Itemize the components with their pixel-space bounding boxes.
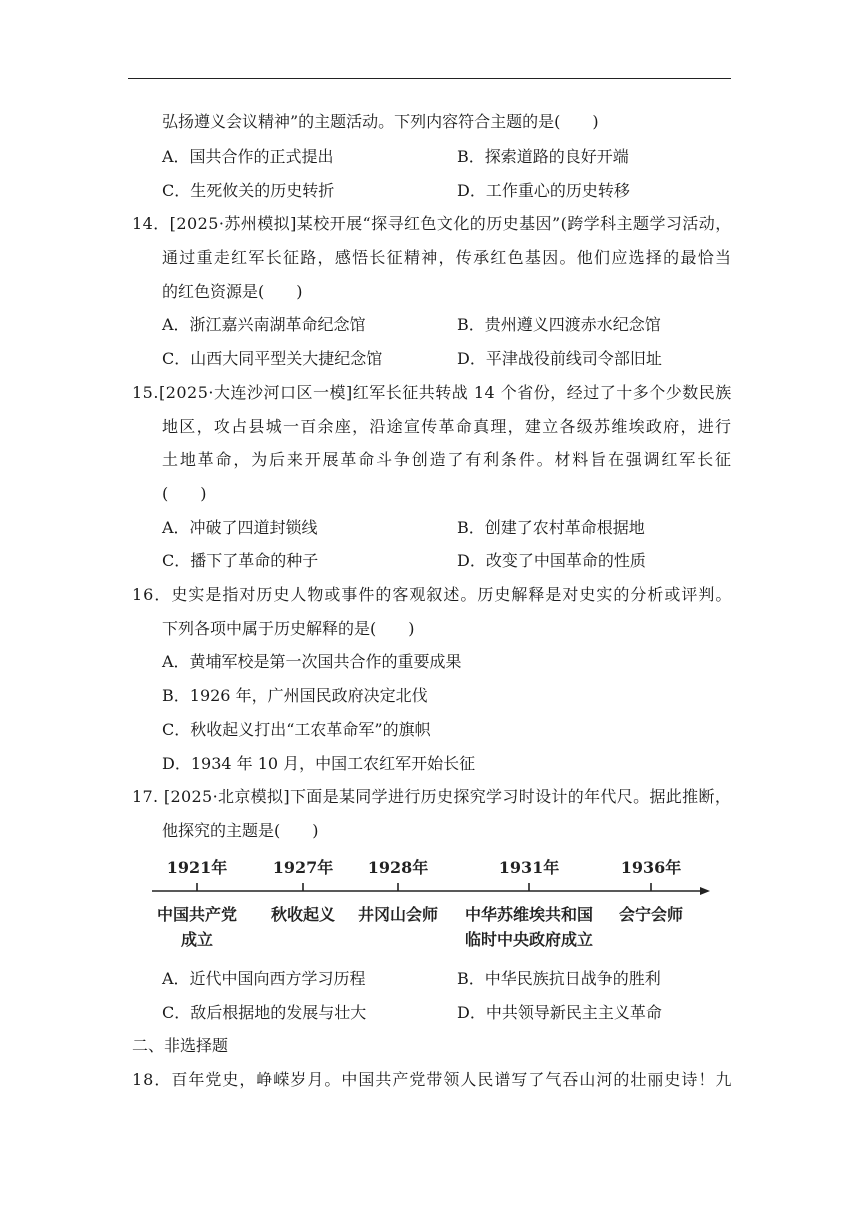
- q14-stem-line-3: 的红色资源是( ): [162, 282, 303, 301]
- timeline-figure: [140, 852, 720, 954]
- q15-stem-line-2: 地区，攻占县城一百余座，沿途宣传革命真理，建立各级苏维埃政府，进行: [162, 417, 733, 436]
- q16-stem-line-1: 16．史实是指对历史人物或事件的客观叙述。历史解释是对史实的分析或评判。: [132, 585, 733, 604]
- timeline-arrow-icon: [700, 887, 710, 895]
- q16-option-d[interactable]: D．1934 年 10 月，中国工农红军开始长征: [162, 754, 476, 773]
- timeline-event-1931-line-1: 中华苏维埃共和国: [464, 905, 594, 924]
- q16-option-b[interactable]: B．1926 年，广州国民政府决定北伐: [162, 686, 428, 705]
- header-rule: [128, 78, 731, 79]
- q15-option-d[interactable]: D．改变了中国革命的性质: [457, 551, 646, 570]
- q15-option-b[interactable]: B．创建了农村革命根据地: [457, 518, 645, 537]
- q16-stem-line-2: 下列各项中属于历史解释的是( ): [162, 619, 415, 638]
- q14-option-b[interactable]: B．贵州遵义四渡赤水纪念馆: [457, 315, 661, 334]
- q17-stem-line-1: 17. [2025·北京模拟]下面是某同学进行历史探究学习时设计的年代尺。据此推断，: [132, 787, 732, 806]
- timeline-event-1921-line-2: 成立: [180, 930, 214, 949]
- timeline-event-1927: 秋收起义: [270, 905, 336, 924]
- timeline-year-1927: 1927年: [272, 858, 334, 877]
- q14-stem-line-1: 14．[2025·苏州模拟]某校开展“探寻红色文化的历史基因”(跨学科主题学习活动，: [132, 214, 732, 233]
- timeline-event-1928: 井冈山会师: [357, 905, 439, 924]
- q14-option-a[interactable]: A．浙江嘉兴南湖革命纪念馆: [162, 315, 366, 334]
- section-heading: 二、非选择题: [132, 1036, 229, 1055]
- q17-option-c[interactable]: C．敌后根据地的发展与壮大: [162, 1003, 367, 1022]
- timeline-year-1931: 1931年: [498, 858, 560, 877]
- timeline-event-1936: 会宁会师: [618, 905, 684, 924]
- q13-option-d[interactable]: D．工作重心的历史转移: [457, 181, 630, 200]
- q15-stem-line-1: 15.[2025·大连沙河口区一模]红军长征共转战 14 个省份，经过了十多个少数民族: [132, 383, 732, 402]
- timeline-year-1921: 1921年: [166, 858, 228, 877]
- timeline-year-1936: 1936年: [620, 858, 682, 877]
- q17-option-b[interactable]: B．中华民族抗日战争的胜利: [457, 969, 661, 988]
- q18-stem-line-1: 18．百年党史，峥嵘岁月。中国共产党带领人民谱写了气吞山河的壮丽史诗！九: [132, 1070, 733, 1089]
- q14-option-c[interactable]: C．山西大同平型关大捷纪念馆: [162, 349, 383, 368]
- q16-option-a[interactable]: A．黄埔军校是第一次国共合作的重要成果: [162, 652, 462, 671]
- q17-stem-line-2: 他探究的主题是( ): [162, 821, 319, 840]
- q15-stem-line-3: 土地革命，为后来开展革命斗争创造了有利条件。材料旨在强调红军长征: [162, 450, 733, 469]
- timeline-event-1921-line-1: 中国共产党: [156, 905, 238, 924]
- q15-stem-line-4: ( ): [162, 484, 207, 503]
- timeline-event-1931-line-2: 临时中央政府成立: [464, 930, 594, 949]
- q13-option-a[interactable]: A．国共合作的正式提出: [162, 147, 334, 166]
- q13-stem-line: 弘扬遵义会议精神”的主题活动。下列内容符合主题的是( ): [162, 112, 599, 131]
- q14-option-d[interactable]: D．平津战役前线司令部旧址: [457, 349, 662, 368]
- q15-option-a[interactable]: A．冲破了四道封锁线: [162, 518, 318, 537]
- q15-option-c[interactable]: C．播下了革命的种子: [162, 551, 319, 570]
- q17-option-d[interactable]: D．中共领导新民主主义革命: [457, 1003, 662, 1022]
- timeline-year-1928: 1928年: [367, 858, 429, 877]
- q13-option-c[interactable]: C．生死攸关的历史转折: [162, 181, 335, 200]
- q14-stem-line-2: 通过重走红军长征路，感悟长征精神，传承红色基因。他们应选择的最恰当: [162, 248, 733, 267]
- q17-option-a[interactable]: A．近代中国向西方学习历程: [162, 969, 366, 988]
- q16-option-c[interactable]: C．秋收起义打出“工农革命军”的旗帜: [162, 720, 431, 739]
- q13-option-b[interactable]: B．探索道路的良好开端: [457, 147, 629, 166]
